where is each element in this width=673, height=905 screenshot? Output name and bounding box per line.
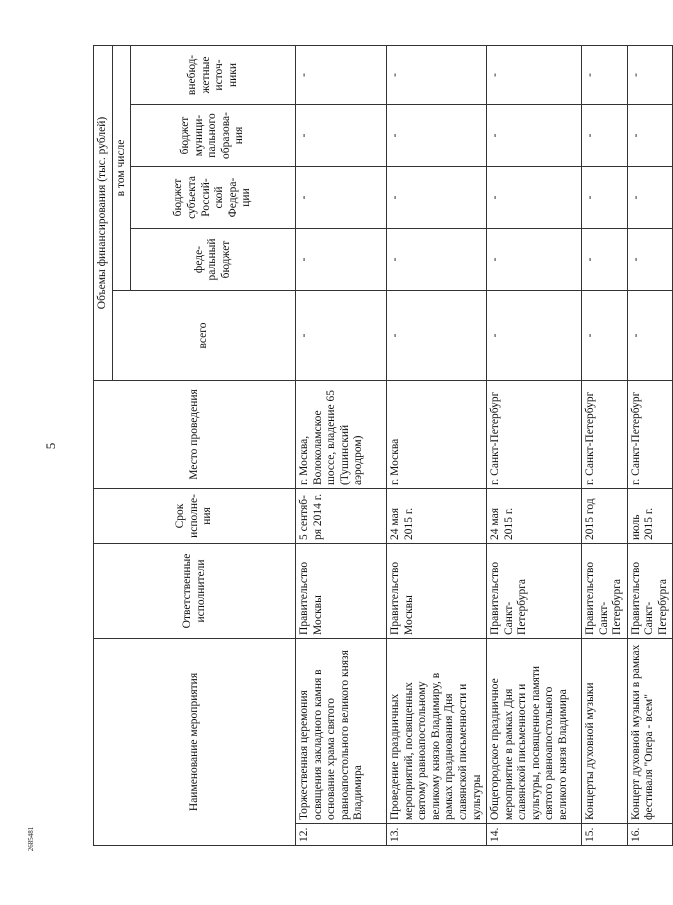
event-executors: Правительство Санкт-Петербурга	[627, 543, 673, 638]
table-row	[387, 45, 487, 845]
event-executors: Правительство Санкт-Петербурга	[582, 543, 628, 638]
event-name: Проведение праздничных мероприятий, посвященных святому равноапостольному великому князю Владимиру, в рамках празднования Дня славянской письменности и культуры	[387, 638, 487, 823]
funding-federal: -	[487, 228, 582, 290]
table-row	[296, 45, 387, 845]
funding-subject: -	[296, 166, 387, 228]
rotated-table-container	[93, 46, 669, 846]
event-place: г. Москва	[387, 380, 487, 488]
row-number: 15.	[582, 824, 628, 846]
funding-federal: -	[582, 228, 628, 290]
event-deadline: 5 сентяб-ря 2014 г.	[296, 488, 387, 543]
event-place: г. Москва, Волоколамское шоссе, владение 65 (Тушинский аэродром)	[296, 380, 387, 488]
funding-extrabudget: -	[627, 45, 673, 104]
header-total: всего	[112, 290, 296, 380]
events-table	[93, 45, 673, 846]
funding-subject: -	[627, 166, 673, 228]
page-number: 5	[43, 442, 58, 450]
row-number: 16.	[627, 824, 673, 846]
funding-municipal: -	[487, 104, 582, 166]
event-executors: Правительство Санкт-Петербурга	[487, 543, 582, 638]
header-federal: феде-ральный бюджет	[131, 228, 296, 290]
funding-federal: -	[387, 228, 487, 290]
funding-total: -	[487, 290, 582, 380]
header-deadline: Срок исполне-ния	[94, 488, 296, 543]
funding-total: -	[627, 290, 673, 380]
event-executors: Правительство Москвы	[387, 543, 487, 638]
funding-municipal: -	[582, 104, 628, 166]
row-number: 14.	[487, 824, 582, 846]
funding-extrabudget: -	[387, 45, 487, 104]
event-deadline: 2015 год	[582, 488, 628, 543]
funding-extrabudget: -	[296, 45, 387, 104]
event-place: г. Санкт-Петербург	[627, 380, 673, 488]
event-name: Торжественная церемония освящения закладного камня в основание храма святого равноапостольного великого князя Владимира	[296, 638, 387, 823]
header-place: Место проведения	[94, 380, 296, 488]
header-name: Наименование мероприятия	[94, 638, 296, 845]
funding-extrabudget: -	[487, 45, 582, 104]
event-deadline: 24 мая 2015 г.	[387, 488, 487, 543]
funding-total: -	[387, 290, 487, 380]
header-municipal: бюджет муници-пального образова-ния	[131, 104, 296, 166]
funding-subject: -	[582, 166, 628, 228]
funding-federal: -	[627, 228, 673, 290]
header-subject: бюджет субъекта Россий-ской Федера-ции	[131, 166, 296, 228]
header-funding: Объемы финансирования (тыс. рублей)	[94, 45, 113, 380]
funding-federal: -	[296, 228, 387, 290]
funding-municipal: -	[627, 104, 673, 166]
funding-total: -	[582, 290, 628, 380]
funding-municipal: -	[387, 104, 487, 166]
table-row	[487, 45, 582, 845]
event-name: Общегородское праздничное мероприятие в рамках Дня славянской письменности и культуры, посвященное памяти святого равноапостольного великого князя Владимира	[487, 638, 582, 823]
event-place: г. Санкт-Петербург	[487, 380, 582, 488]
header-executors: Ответственные исполнители	[94, 543, 296, 638]
row-number: 12.	[296, 824, 387, 846]
event-deadline: 24 мая 2015 г.	[487, 488, 582, 543]
funding-subject: -	[487, 166, 582, 228]
row-number: 13.	[387, 824, 487, 846]
table-row	[627, 45, 673, 845]
document-id: 2685481	[27, 826, 35, 852]
event-name: Концерты духовной музыки	[582, 638, 628, 823]
event-deadline: июль 2015 г.	[627, 488, 673, 543]
header-including: в том числе	[112, 45, 131, 290]
event-name: Концерт духовной музыки в рамках фестиваля "Опера - всем"	[627, 638, 673, 823]
table-row	[582, 45, 628, 845]
funding-subject: -	[387, 166, 487, 228]
funding-extrabudget: -	[582, 45, 628, 104]
event-executors: Правительство Москвы	[296, 543, 387, 638]
funding-municipal: -	[296, 104, 387, 166]
event-place: г. Санкт-Петербург	[582, 380, 628, 488]
funding-total: -	[296, 290, 387, 380]
header-extrabudget: внебюд-жетные источ-ники	[131, 45, 296, 104]
